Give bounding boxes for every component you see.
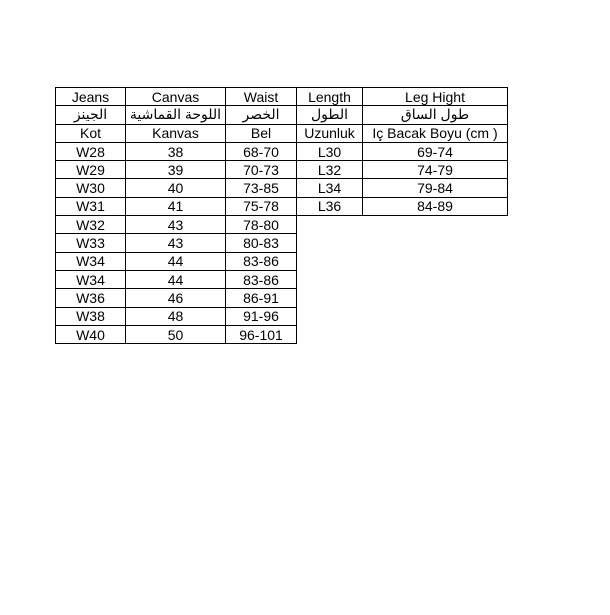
table-row <box>56 142 508 160</box>
table-cell: W28 <box>56 142 126 160</box>
table-cell: 91-96 <box>226 307 297 325</box>
table-row <box>56 289 508 307</box>
table-cell: W34 <box>56 270 126 288</box>
header-cell: Waist <box>226 88 297 106</box>
header-cell: Canvas <box>126 88 226 106</box>
table-cell: 39 <box>126 161 226 179</box>
header-cell: الطول <box>297 106 363 124</box>
header-cell: Length <box>297 88 363 106</box>
table-cell: 41 <box>126 197 226 215</box>
table-cell: 38 <box>126 142 226 160</box>
header-row <box>56 124 508 142</box>
header-cell: طول الساق <box>363 106 508 124</box>
table-cell: 43 <box>126 234 226 252</box>
table-cell: 68-70 <box>226 142 297 160</box>
table-cell: 80-83 <box>226 234 297 252</box>
table-cell: W31 <box>56 197 126 215</box>
size-chart-body <box>56 88 508 344</box>
size-chart-table <box>55 87 508 344</box>
header-row <box>56 88 508 106</box>
header-cell: الجينز <box>56 106 126 124</box>
size-chart-sheet <box>55 87 508 344</box>
table-cell: 69-74 <box>363 142 508 160</box>
header-cell: الخصر <box>226 106 297 124</box>
table-row <box>56 161 508 179</box>
table-cell: W38 <box>56 307 126 325</box>
table-row <box>56 216 508 234</box>
table-row <box>56 179 508 197</box>
table-cell: W36 <box>56 289 126 307</box>
table-cell: L32 <box>297 161 363 179</box>
table-cell: 83-86 <box>226 270 297 288</box>
table-row <box>56 197 508 215</box>
table-row <box>56 252 508 270</box>
header-row <box>56 106 508 124</box>
table-cell: 75-78 <box>226 197 297 215</box>
header-cell: Jeans <box>56 88 126 106</box>
header-cell: Kot <box>56 124 126 142</box>
header-cell: Kanvas <box>126 124 226 142</box>
table-cell: W33 <box>56 234 126 252</box>
table-cell: 74-79 <box>363 161 508 179</box>
table-cell: 78-80 <box>226 216 297 234</box>
header-cell: اللوحة القماشية <box>126 106 226 124</box>
header-cell: Iç Bacak Boyu (cm ) <box>363 124 508 142</box>
table-cell: L34 <box>297 179 363 197</box>
table-cell: W30 <box>56 179 126 197</box>
table-cell: L36 <box>297 197 363 215</box>
table-cell: 46 <box>126 289 226 307</box>
table-cell: W32 <box>56 216 126 234</box>
table-row <box>56 325 508 343</box>
table-row <box>56 270 508 288</box>
table-cell: 84-89 <box>363 197 508 215</box>
table-cell: 83-86 <box>226 252 297 270</box>
header-cell: Leg Hight <box>363 88 508 106</box>
table-cell: 73-85 <box>226 179 297 197</box>
table-cell: 48 <box>126 307 226 325</box>
table-cell: 79-84 <box>363 179 508 197</box>
table-cell: 43 <box>126 216 226 234</box>
header-cell: Uzunluk <box>297 124 363 142</box>
table-cell: 40 <box>126 179 226 197</box>
table-cell: W40 <box>56 325 126 343</box>
table-cell: 50 <box>126 325 226 343</box>
header-cell: Bel <box>226 124 297 142</box>
table-cell: W34 <box>56 252 126 270</box>
table-cell: L30 <box>297 142 363 160</box>
table-cell: 44 <box>126 252 226 270</box>
table-row <box>56 307 508 325</box>
table-cell: 44 <box>126 270 226 288</box>
table-cell: 70-73 <box>226 161 297 179</box>
table-row <box>56 234 508 252</box>
table-cell: W29 <box>56 161 126 179</box>
table-cell: 96-101 <box>226 325 297 343</box>
table-cell: 86-91 <box>226 289 297 307</box>
